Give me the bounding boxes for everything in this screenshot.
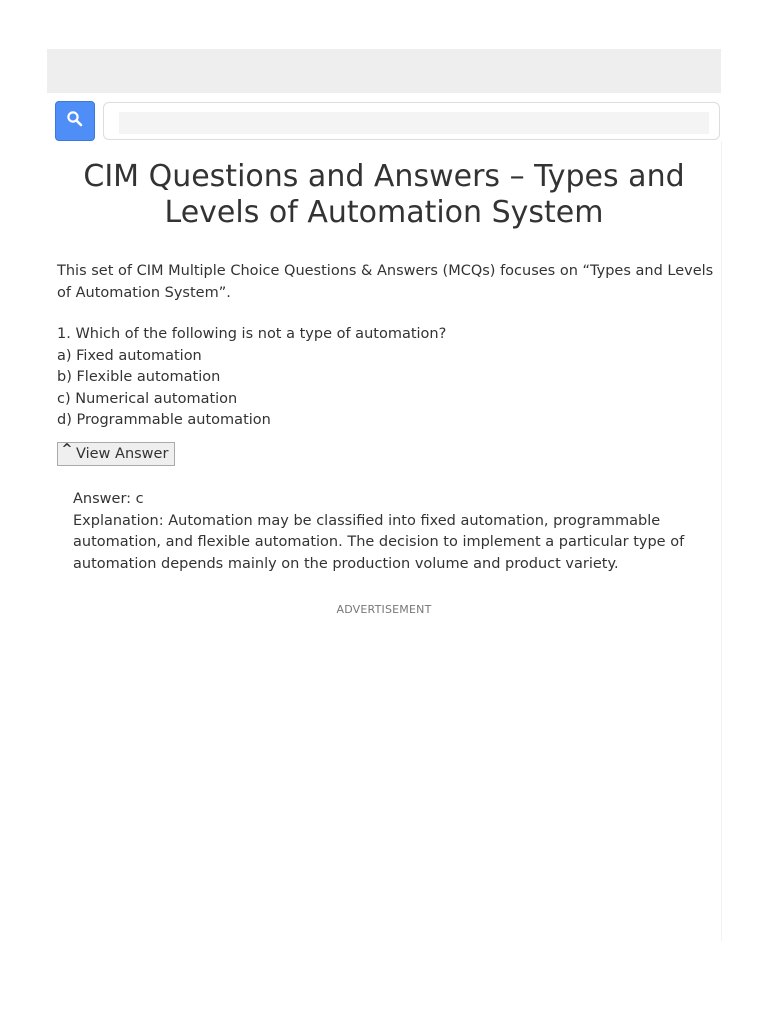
question-block bbox=[57, 324, 717, 432]
option-d: d) Programmable automation bbox=[57, 412, 271, 428]
option-a: a) Fixed automation bbox=[57, 347, 202, 364]
top-banner-area bbox=[47, 49, 721, 93]
search-bar bbox=[55, 101, 721, 141]
chevron-up-icon: ^ bbox=[61, 442, 73, 457]
search-icon bbox=[66, 110, 84, 133]
search-field bbox=[103, 102, 720, 140]
answer-text: Answer: c bbox=[73, 491, 144, 507]
search-input[interactable] bbox=[119, 112, 709, 134]
option-c: c) Numerical automation bbox=[57, 390, 238, 407]
explanation-text: Explanation: Automation may be classified into fixed automation, programmable automation, and flexible automation. The decision to implement a particular type of automation depends mainly on the production volume and product variety. bbox=[73, 512, 685, 572]
article-intro: This set of CIM Multiple Choice Questions & Answers (MCQs) focuses on “Types and Levels of Automation System”. bbox=[57, 263, 714, 301]
view-answer-label: View Answer bbox=[76, 446, 169, 462]
view-answer-button[interactable] bbox=[57, 442, 175, 466]
answer-block bbox=[73, 489, 703, 575]
option-b: b) Flexible automation bbox=[57, 369, 221, 385]
search-button[interactable] bbox=[55, 101, 95, 141]
page-title: CIM Questions and Answers – Types and Levels of Automation System bbox=[83, 159, 685, 230]
question-text: 1. Which of the following is not a type of automation? bbox=[57, 326, 447, 342]
advertisement-label: ADVERTISEMENT bbox=[336, 603, 432, 616]
article-content bbox=[47, 141, 722, 941]
